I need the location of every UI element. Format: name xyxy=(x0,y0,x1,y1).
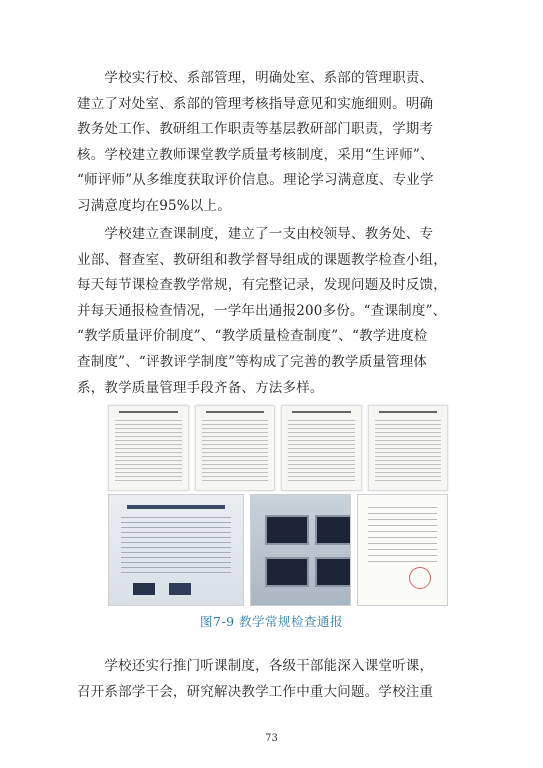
classroom-screens-photo xyxy=(250,494,350,606)
inspection-report-scan xyxy=(108,405,189,491)
text-line: 查制度”、“评教评学制度”等构成了完善的教学质量管理体 xyxy=(77,353,428,370)
online-inspection-notice-photo xyxy=(108,494,244,606)
inspection-report-scan xyxy=(368,405,449,491)
text-line: “教学质量评价制度”、“教学质量检查制度”、“教学进度检 xyxy=(77,328,428,345)
text-line: 业部、督查室、教研组和教学督导组成的课题教学检查小组， xyxy=(77,251,447,268)
inspection-report-scan xyxy=(281,405,362,491)
text-line: 学校实行校、系部管理，明确处室、系部的管理职责、 xyxy=(77,70,434,86)
text-line: 每天每节课检查教学常规，有完整记录，发现问题及时反馈， xyxy=(77,277,447,294)
text-line: 学校还实行推门听课制度，各级干部能深入课堂听课， xyxy=(77,658,434,674)
inspection-report-scan xyxy=(195,405,276,491)
figure-photos xyxy=(108,494,448,606)
page-number: 73 xyxy=(265,733,278,744)
figure-caption: 图7-9 教学常规检查通报 xyxy=(199,614,344,629)
signed-document-photo xyxy=(357,494,448,606)
text-line: 建立了对处室、系部的管理考核指导意见和实施细则。明确 xyxy=(77,95,434,112)
text-line: 教务处工作、教研组工作职责等基层教研部门职责，学期考 xyxy=(77,121,434,138)
text-line: 学校建立查课制度，建立了一支由校领导、教务处、专 xyxy=(77,226,434,242)
paragraph-classroom-visits xyxy=(77,654,467,705)
text-line: 习满意度均在95%以上。 xyxy=(77,197,231,214)
text-line: 系，教学质量管理手段齐备、方法多样。 xyxy=(77,379,324,396)
text-line: 召开系部学干会，研究解决教学工作中重大问题。学校注重 xyxy=(77,683,434,700)
paragraph-inspection xyxy=(77,222,467,401)
figure-document-scans xyxy=(108,405,448,491)
text-line: 并每天通报检查情况，一学年出通报200多份。“查课制度”、 xyxy=(77,302,447,319)
text-line: 核。学校建立教师课堂教学质量考核制度，采用“生评师”、 xyxy=(77,146,434,163)
text-line: “师评师”从多维度获取评价信息。理论学习满意度、专业学 xyxy=(77,172,434,189)
paragraph-management xyxy=(77,66,467,220)
